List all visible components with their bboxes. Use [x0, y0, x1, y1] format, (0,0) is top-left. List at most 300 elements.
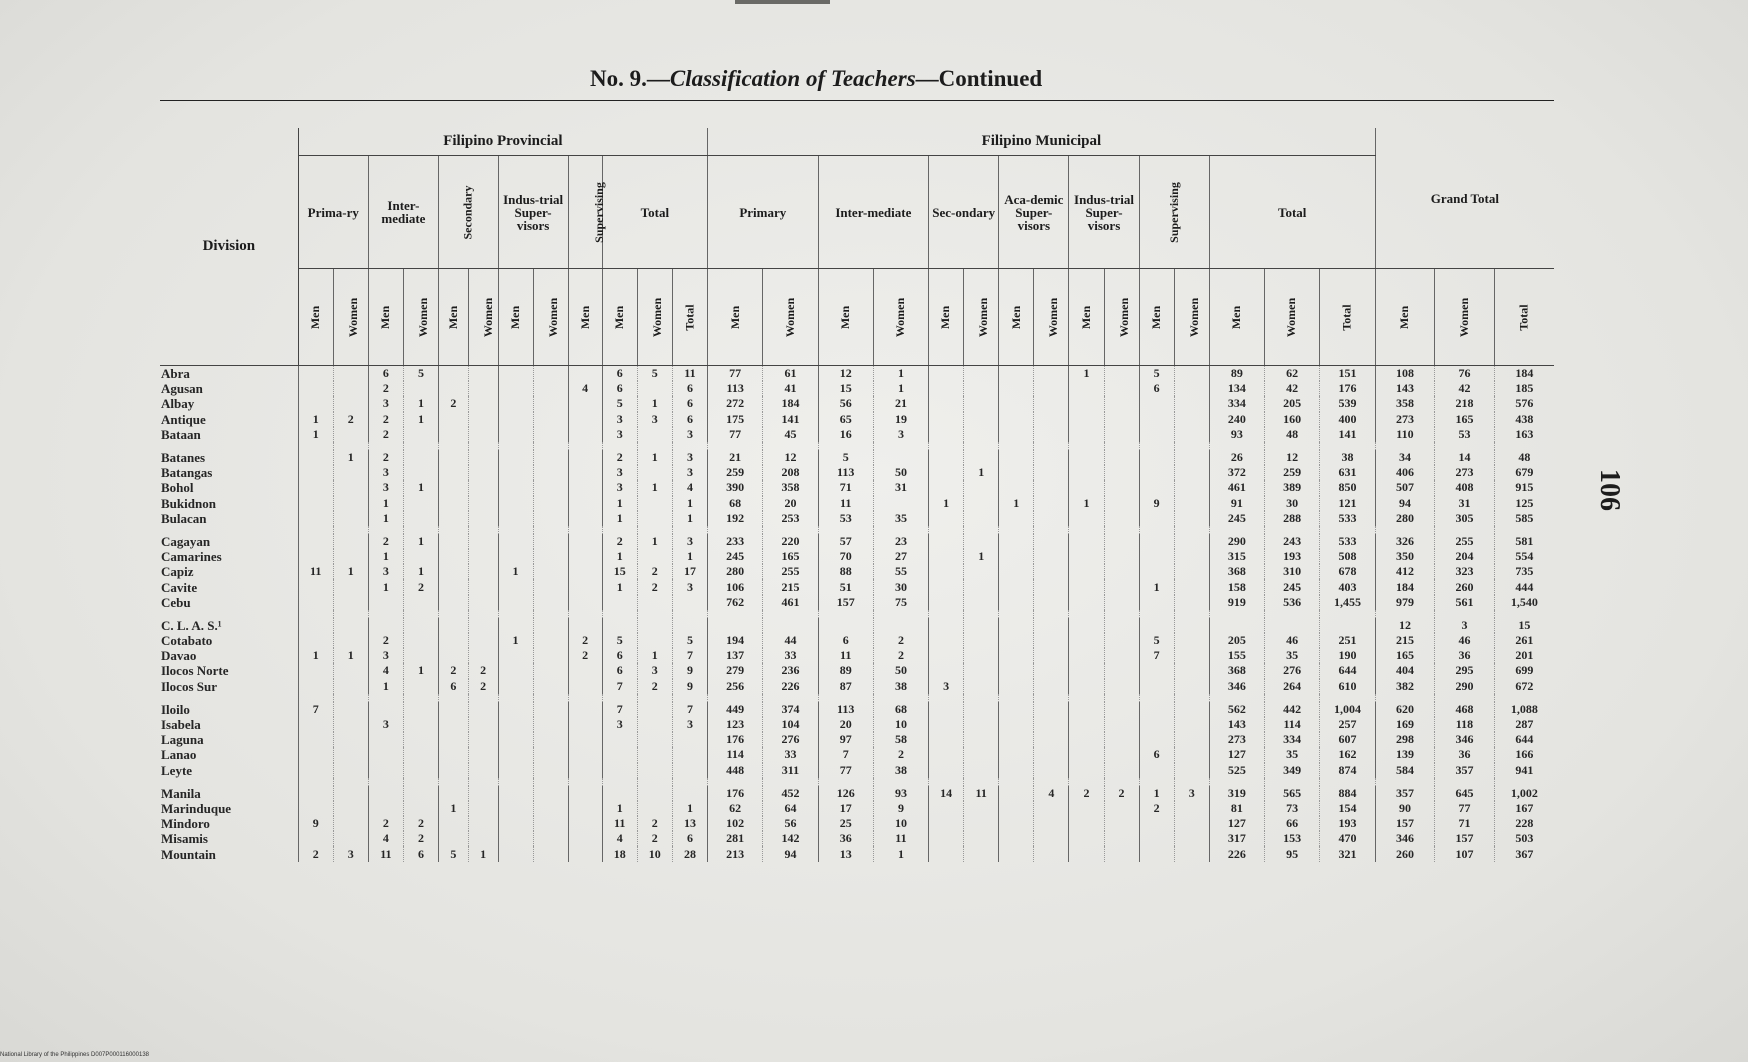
- table-cell: [498, 511, 533, 526]
- table-cell: 576: [1515, 396, 1534, 411]
- table-cell: [403, 496, 438, 511]
- table-row: [160, 717, 1554, 732]
- division-name: Mindoro: [160, 816, 298, 831]
- table-cell: 226: [763, 679, 818, 694]
- table-cell: [1139, 480, 1174, 495]
- table-cell: [533, 549, 568, 564]
- table-cell: 11: [818, 496, 873, 511]
- table-cell: 194: [708, 633, 763, 648]
- col-header-20: [1069, 269, 1104, 366]
- table-cell: 503: [1515, 831, 1534, 846]
- table-cell: [468, 831, 498, 846]
- table-cell: [298, 534, 333, 549]
- table-cell: 35: [1265, 648, 1320, 663]
- table-cell: 699: [1515, 663, 1534, 678]
- table-cell: [403, 679, 438, 694]
- table-cell: 2: [602, 534, 637, 549]
- table-cell: 102: [708, 816, 763, 831]
- table-cell: 3: [368, 465, 403, 480]
- col-header-label: Women: [976, 297, 991, 338]
- table-cell: [1139, 427, 1174, 442]
- table-cell: 97: [818, 732, 873, 747]
- table-cell: 536: [1265, 595, 1320, 610]
- table-cell: [439, 633, 469, 648]
- table-cell: [468, 717, 498, 732]
- table-cell: 57: [818, 534, 873, 549]
- page-title: [590, 66, 1150, 92]
- table-cell: [333, 679, 368, 694]
- table-cell: 163: [1515, 426, 1534, 441]
- table-cell: [1139, 396, 1174, 411]
- table-cell: [533, 534, 568, 549]
- table-cell: 979: [1375, 595, 1435, 610]
- table-cell: [298, 763, 333, 778]
- table-cell: 38: [873, 763, 928, 778]
- table-cell: [964, 564, 999, 579]
- table-cell: 5: [637, 366, 672, 382]
- table-cell: [1069, 511, 1104, 526]
- table-cell: [1104, 702, 1139, 717]
- table-cell: [439, 732, 469, 747]
- table-cell: 53: [818, 511, 873, 526]
- table-cell: [929, 747, 964, 762]
- table-cell: [533, 465, 568, 480]
- table-cell: 126: [818, 786, 873, 801]
- table-cell: 192: [708, 511, 763, 526]
- table-cell: [929, 595, 964, 610]
- table-cell: [403, 747, 438, 762]
- table-cell: 176: [708, 786, 763, 801]
- table-cell: [498, 679, 533, 694]
- table-cell: 2: [873, 633, 928, 648]
- table-cell: 581: [1515, 533, 1534, 548]
- table-cell: 165: [763, 549, 818, 564]
- table-cell: 153: [1265, 831, 1320, 846]
- table-cell: [1174, 595, 1209, 610]
- table-cell: [929, 412, 964, 427]
- mun-total-header: Total: [1209, 156, 1375, 269]
- division-name: Laguna: [160, 732, 298, 747]
- table-cell: [929, 381, 964, 396]
- table-cell: 134: [1209, 381, 1264, 396]
- table-cell: 218: [1435, 396, 1495, 411]
- table-cell: 565: [1265, 786, 1320, 801]
- col-header-label: Women: [1186, 297, 1201, 338]
- table-cell: [568, 717, 602, 732]
- table-cell: [403, 786, 438, 801]
- table-cell: [1139, 846, 1174, 861]
- table-cell: 71: [1435, 816, 1495, 831]
- table-cell: [468, 412, 498, 427]
- table-cell: [999, 427, 1034, 442]
- mun-primary-header: Primary: [708, 156, 819, 269]
- table-cell: 50: [873, 663, 928, 678]
- table-cell: 245: [1265, 579, 1320, 594]
- table-cell: 77: [818, 763, 873, 778]
- table-cell: [1104, 846, 1139, 861]
- table-cell: [1104, 648, 1139, 663]
- table-cell: 1: [333, 450, 368, 465]
- table-cell: [637, 496, 672, 511]
- col-header-label: Women: [1284, 297, 1299, 338]
- table-cell: 81: [1209, 801, 1264, 816]
- table-cell: [1174, 763, 1209, 778]
- footer-note: National Library of the Philippines D007P000116000138: [0, 1052, 149, 1058]
- table-cell: 2: [403, 831, 438, 846]
- table-cell: 554: [1515, 549, 1534, 564]
- table-cell: 3: [672, 534, 707, 549]
- table-cell: [439, 747, 469, 762]
- table-cell: [964, 595, 999, 610]
- table-cell: 10: [873, 717, 928, 732]
- table-cell: [439, 648, 469, 663]
- table-cell: [1104, 633, 1139, 648]
- table-cell: [568, 412, 602, 427]
- table-cell: [999, 846, 1034, 861]
- table-cell: [568, 801, 602, 816]
- table-cell: 2: [873, 747, 928, 762]
- table-cell: 5: [818, 450, 873, 465]
- table-cell: 672: [1515, 678, 1534, 693]
- table-cell: 257: [1320, 717, 1375, 732]
- table-cell: [1174, 801, 1209, 816]
- table-cell: 311: [763, 763, 818, 778]
- table-cell: [1104, 732, 1139, 747]
- table-cell: [439, 511, 469, 526]
- table-cell: [1139, 450, 1174, 465]
- table-cell: [333, 831, 368, 846]
- table-cell: [1209, 618, 1264, 633]
- table-cell: 461: [763, 595, 818, 610]
- table-cell: [929, 511, 964, 526]
- table-cell: [533, 618, 568, 633]
- table-cell: 45: [763, 427, 818, 442]
- table-cell: [468, 496, 498, 511]
- table-cell: [498, 816, 533, 831]
- table-cell: 1,004: [1320, 702, 1375, 717]
- table-cell: [929, 702, 964, 717]
- table-cell: 400: [1320, 412, 1375, 427]
- table-cell: [1104, 816, 1139, 831]
- table-cell: [1069, 427, 1104, 442]
- table-cell: [533, 564, 568, 579]
- table-cell: [1034, 663, 1069, 678]
- table-cell: 1: [637, 480, 672, 495]
- table-cell: 1: [873, 366, 928, 382]
- table-cell: [468, 702, 498, 717]
- table-cell: 3: [929, 679, 964, 694]
- table-cell: 113: [708, 381, 763, 396]
- table-cell: [333, 549, 368, 564]
- table-row: [160, 465, 1554, 480]
- table-cell: [1174, 702, 1209, 717]
- table-row: [160, 816, 1554, 831]
- col-header-17: [964, 269, 999, 366]
- table-cell: 151: [1320, 366, 1375, 382]
- table-cell: 15: [1518, 617, 1531, 632]
- table-cell: [333, 366, 368, 382]
- table-cell: 620: [1375, 702, 1435, 717]
- table-cell: 449: [708, 702, 763, 717]
- table-row: [160, 549, 1554, 564]
- table-cell: [1104, 564, 1139, 579]
- table-cell: 1: [873, 381, 928, 396]
- table-cell: 158: [1209, 579, 1264, 594]
- table-cell: [999, 717, 1034, 732]
- table-cell: 272: [708, 396, 763, 411]
- table-cell: [403, 763, 438, 778]
- table-cell: 1: [672, 549, 707, 564]
- table-cell: 36: [1435, 747, 1495, 762]
- table-cell: [1069, 648, 1104, 663]
- table-cell: 46: [1435, 633, 1495, 648]
- prov-secondary-header: [439, 156, 499, 269]
- table-cell: [964, 747, 999, 762]
- table-cell: 21: [708, 450, 763, 465]
- table-cell: 123: [708, 717, 763, 732]
- table-row: [160, 846, 1554, 861]
- table-cell: [333, 511, 368, 526]
- table-cell: [999, 618, 1034, 633]
- table-cell: 349: [1265, 763, 1320, 778]
- table-cell: [333, 381, 368, 396]
- col-header-28: [1435, 269, 1495, 366]
- table-cell: 4: [568, 381, 602, 396]
- table-cell: [1174, 450, 1209, 465]
- table-cell: [403, 465, 438, 480]
- table-cell: 34: [1375, 450, 1435, 465]
- table-cell: 110: [1375, 427, 1435, 442]
- table-cell: [498, 381, 533, 396]
- col-header-26: [1320, 269, 1375, 366]
- table-cell: 367: [1515, 846, 1534, 861]
- table-cell: [498, 579, 533, 594]
- table-cell: [929, 396, 964, 411]
- table-cell: 317: [1209, 831, 1264, 846]
- table-cell: 358: [763, 480, 818, 495]
- table-cell: [964, 633, 999, 648]
- table-cell: 9: [298, 816, 333, 831]
- table-cell: [368, 618, 403, 633]
- table-cell: [568, 846, 602, 861]
- table-cell: 11: [602, 816, 637, 831]
- table-cell: 6: [672, 412, 707, 427]
- table-cell: [533, 412, 568, 427]
- table-cell: [568, 480, 602, 495]
- col-header-label: Men: [445, 305, 460, 330]
- table-cell: [1139, 465, 1174, 480]
- table-cell: [498, 618, 533, 633]
- table-cell: [298, 381, 333, 396]
- table-cell: 3: [368, 717, 403, 732]
- table-cell: [1265, 618, 1320, 633]
- division-name: Ilocos Sur: [160, 679, 298, 694]
- table-cell: 5: [672, 633, 707, 648]
- table-cell: [498, 648, 533, 663]
- table-cell: [468, 381, 498, 396]
- table-cell: 1: [1069, 496, 1104, 511]
- table-cell: 1: [403, 663, 438, 678]
- table-row: [160, 381, 1554, 396]
- table-cell: 2: [468, 663, 498, 678]
- table-cell: [1104, 427, 1139, 442]
- table-cell: [1069, 702, 1104, 717]
- table-cell: [1069, 816, 1104, 831]
- table-cell: 1: [403, 564, 438, 579]
- col-header-18: [999, 269, 1034, 366]
- table-cell: 166: [1515, 747, 1534, 762]
- table-cell: 228: [1515, 816, 1534, 831]
- table-cell: 204: [1435, 549, 1495, 564]
- table-cell: 3: [333, 846, 368, 861]
- table-cell: 2: [602, 450, 637, 465]
- table-cell: [1104, 534, 1139, 549]
- table-cell: [403, 511, 438, 526]
- table-cell: [403, 702, 438, 717]
- table-cell: 1: [602, 579, 637, 594]
- col-header-5: [468, 269, 498, 366]
- table-cell: 2: [873, 648, 928, 663]
- table-cell: 16: [818, 427, 873, 442]
- table-cell: 295: [1435, 663, 1495, 678]
- col-header-label: Men: [1008, 305, 1023, 330]
- table-cell: [1174, 480, 1209, 495]
- table-cell: 9: [873, 801, 928, 816]
- table-cell: [964, 618, 999, 633]
- table-cell: 77: [1435, 801, 1495, 816]
- table-cell: [533, 366, 568, 382]
- table-cell: 1: [964, 465, 999, 480]
- col-header-label: Women: [1116, 297, 1131, 338]
- table-cell: [1174, 732, 1209, 747]
- table-cell: [298, 450, 333, 465]
- table-cell: 1,088: [1510, 701, 1538, 716]
- table-cell: [999, 465, 1034, 480]
- table-cell: [533, 816, 568, 831]
- table-cell: 1: [368, 549, 403, 564]
- table-cell: [1174, 549, 1209, 564]
- col-header-2: [368, 269, 403, 366]
- table-cell: [1034, 427, 1069, 442]
- table-cell: [333, 786, 368, 801]
- table-cell: [637, 511, 672, 526]
- table-cell: 2: [568, 633, 602, 648]
- table-cell: [929, 648, 964, 663]
- table-cell: 442: [1265, 702, 1320, 717]
- table-cell: [1174, 747, 1209, 762]
- table-cell: 1: [999, 496, 1034, 511]
- table-cell: [1104, 366, 1139, 382]
- title-italic: Classification of Teachers: [669, 66, 916, 91]
- table-cell: 17: [672, 564, 707, 579]
- table-cell: 276: [763, 732, 818, 747]
- col-header-21: [1104, 269, 1139, 366]
- table-cell: [818, 618, 873, 633]
- table-cell: 584: [1375, 763, 1435, 778]
- division-name: Mountain: [160, 846, 298, 861]
- table-cell: [498, 450, 533, 465]
- table-cell: 6: [672, 396, 707, 411]
- table-cell: 1: [403, 480, 438, 495]
- col-header-label: Men: [1149, 305, 1164, 330]
- table-cell: 233: [708, 534, 763, 549]
- table-cell: 5: [403, 366, 438, 382]
- table-cell: [468, 786, 498, 801]
- table-cell: 5: [1139, 633, 1174, 648]
- table-cell: [468, 511, 498, 526]
- table-cell: 91: [1209, 496, 1264, 511]
- table-cell: 2: [1069, 786, 1104, 801]
- table-cell: 357: [1435, 763, 1495, 778]
- table-cell: [568, 786, 602, 801]
- table-cell: 357: [1375, 786, 1435, 801]
- table-cell: 1: [333, 648, 368, 663]
- table-cell: [1174, 633, 1209, 648]
- table-cell: 20: [818, 717, 873, 732]
- table-cell: [1069, 831, 1104, 846]
- table-cell: [1034, 702, 1069, 717]
- table-cell: [1139, 679, 1174, 694]
- col-header-label: Women: [893, 297, 908, 338]
- table-cell: 42: [1435, 381, 1495, 396]
- table-cell: 3: [602, 717, 637, 732]
- table-cell: [637, 381, 672, 396]
- table-cell: [1174, 511, 1209, 526]
- table-cell: [568, 816, 602, 831]
- table-cell: [1069, 663, 1104, 678]
- table-cell: 334: [1265, 732, 1320, 747]
- col-header-label: Women: [649, 297, 664, 338]
- table-cell: 438: [1515, 411, 1534, 426]
- table-top-rule: [160, 100, 1554, 101]
- prov-primary-header: Prima-ry: [298, 156, 368, 269]
- col-header-0: [298, 269, 333, 366]
- table-cell: [672, 618, 707, 633]
- table-cell: 106: [708, 579, 763, 594]
- table-cell: [1139, 816, 1174, 831]
- table-cell: [999, 595, 1034, 610]
- table-cell: [498, 786, 533, 801]
- table-cell: 276: [1265, 663, 1320, 678]
- table-cell: 62: [1265, 366, 1320, 382]
- table-row: [160, 648, 1554, 663]
- table-cell: [568, 465, 602, 480]
- table-cell: 290: [1209, 534, 1264, 549]
- col-header-label: Women: [782, 297, 797, 338]
- table-cell: 321: [1320, 846, 1375, 861]
- table-cell: [1104, 480, 1139, 495]
- table-cell: 372: [1209, 465, 1264, 480]
- table-cell: [1139, 595, 1174, 610]
- table-cell: [929, 549, 964, 564]
- table-cell: 18: [602, 846, 637, 861]
- table-cell: 213: [708, 846, 763, 861]
- table-cell: [368, 763, 403, 778]
- table-cell: 2: [403, 816, 438, 831]
- col-header-10: [637, 269, 672, 366]
- table-cell: 13: [672, 816, 707, 831]
- table-cell: [298, 496, 333, 511]
- table-cell: [1034, 511, 1069, 526]
- table-cell: [1104, 579, 1139, 594]
- table-cell: 256: [708, 679, 763, 694]
- table-cell: [498, 747, 533, 762]
- table-cell: [1069, 747, 1104, 762]
- table-cell: 15: [602, 564, 637, 579]
- table-cell: [964, 427, 999, 442]
- table-cell: [298, 786, 333, 801]
- table-cell: [929, 366, 964, 382]
